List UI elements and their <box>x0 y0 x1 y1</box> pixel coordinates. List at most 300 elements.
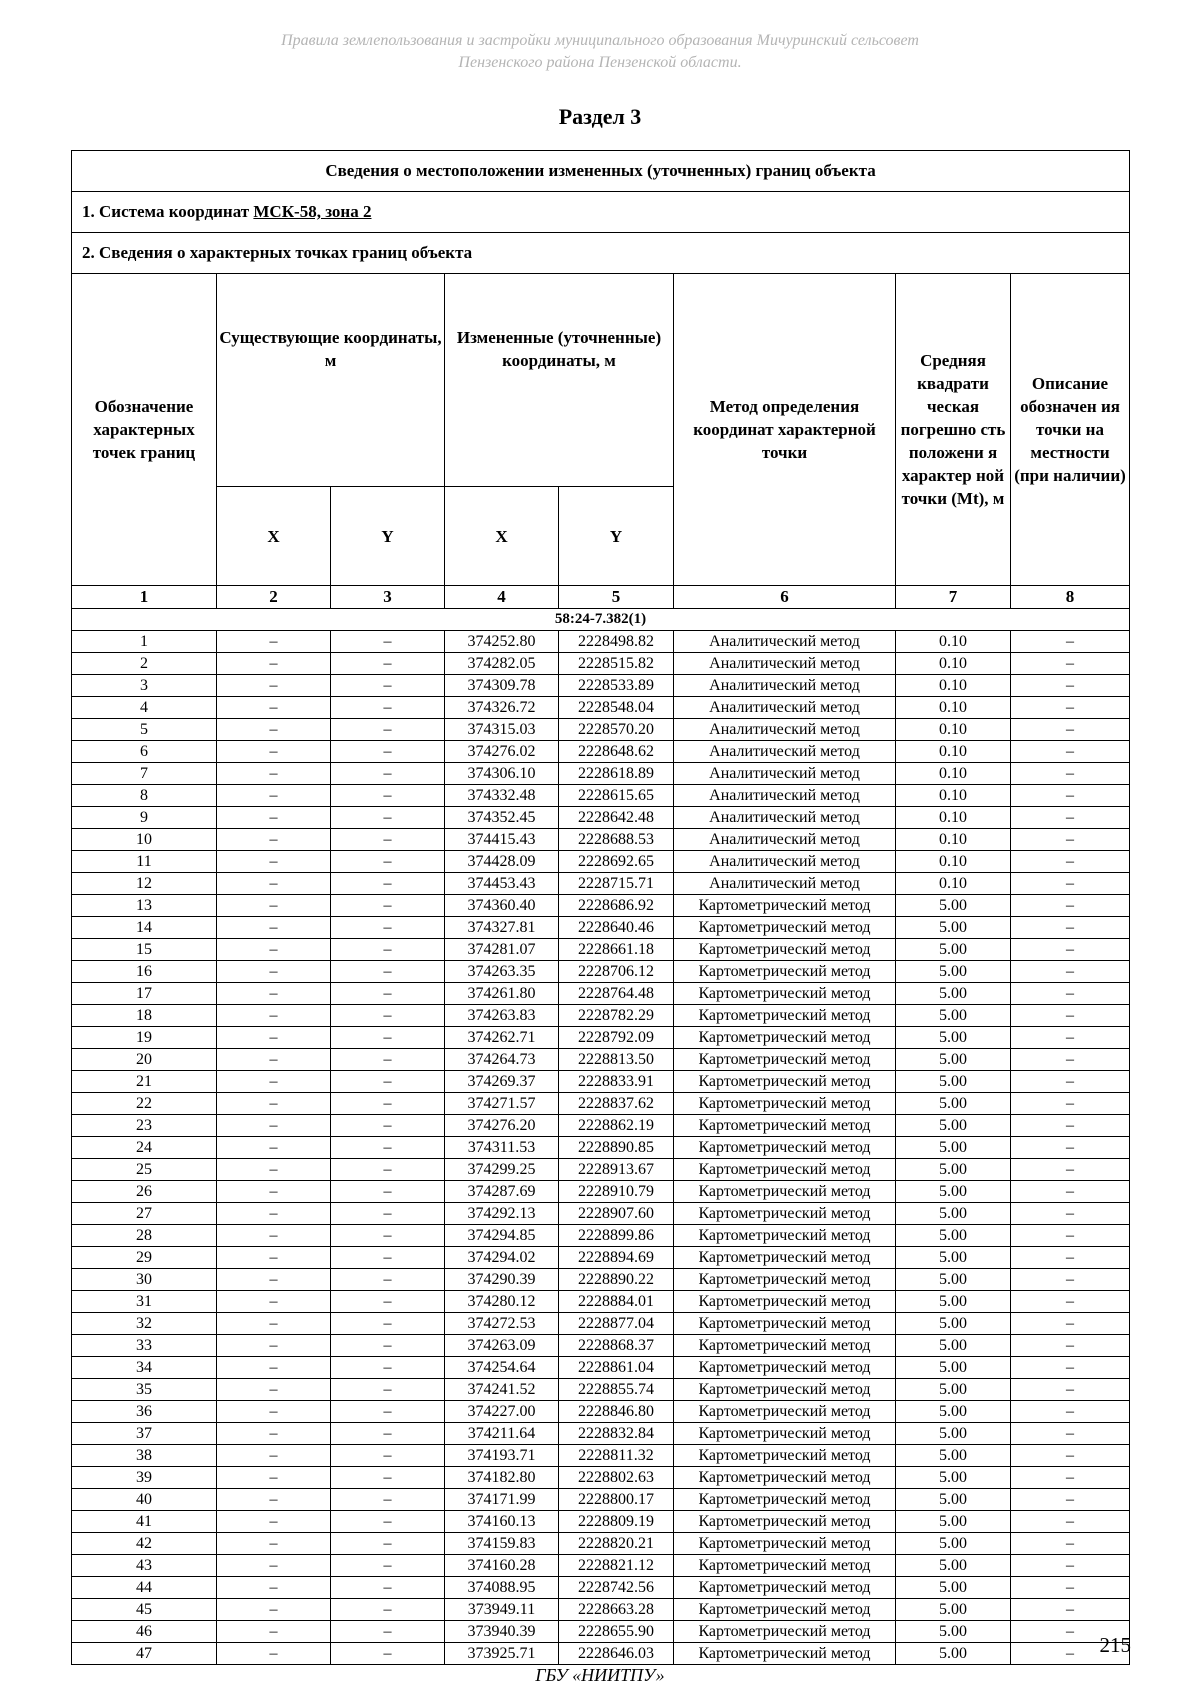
table-cell: 5.00 <box>896 1467 1011 1489</box>
table-cell: Картометрический метод <box>674 1291 896 1313</box>
table-cell: 0.10 <box>896 631 1011 653</box>
table-cell: – <box>331 939 445 961</box>
table-cell: Аналитический метод <box>674 851 896 873</box>
table-body <box>72 631 1130 1665</box>
table-cell: Аналитический метод <box>674 653 896 675</box>
table-cell: Аналитический метод <box>674 675 896 697</box>
table-cell: 2228498.82 <box>559 631 674 653</box>
table-cell: 374262.71 <box>445 1027 559 1049</box>
table-cell: 2228862.19 <box>559 1115 674 1137</box>
table-row <box>72 807 1130 829</box>
table-cell: – <box>217 1027 331 1049</box>
coordinate-system-row <box>72 192 1130 233</box>
table-cell: – <box>331 1159 445 1181</box>
table-cell: Картометрический метод <box>674 961 896 983</box>
table-cell: 30 <box>72 1269 217 1291</box>
table-cell: 24 <box>72 1137 217 1159</box>
table-cell: 2228894.69 <box>559 1247 674 1269</box>
table-cell: 5.00 <box>896 1643 1011 1665</box>
table-cell: – <box>217 939 331 961</box>
header-existing-y: Y <box>331 487 445 586</box>
table-cell: 5.00 <box>896 917 1011 939</box>
table-cell: – <box>1011 939 1130 961</box>
table-cell: 5.00 <box>896 1225 1011 1247</box>
table-cell: 28 <box>72 1225 217 1247</box>
table-cell: 2228615.65 <box>559 785 674 807</box>
table-cell: 21 <box>72 1071 217 1093</box>
table-cell: 32 <box>72 1313 217 1335</box>
table-row <box>72 1555 1130 1577</box>
table-cell: – <box>331 829 445 851</box>
column-number-row <box>72 586 1130 609</box>
table-cell: – <box>331 763 445 785</box>
table-cell: 2228742.56 <box>559 1577 674 1599</box>
table-cell: 374287.69 <box>445 1181 559 1203</box>
table-cell: – <box>331 1225 445 1247</box>
table-cell: – <box>217 1555 331 1577</box>
table-cell: – <box>1011 1137 1130 1159</box>
table-cell: – <box>331 1621 445 1643</box>
table-cell: 2228846.80 <box>559 1401 674 1423</box>
table-cell: 0.10 <box>896 653 1011 675</box>
table-cell: – <box>331 1181 445 1203</box>
table-cell: 5.00 <box>896 1269 1011 1291</box>
table-cell: 19 <box>72 1027 217 1049</box>
table-cell: – <box>1011 1291 1130 1313</box>
table-cell: – <box>331 1203 445 1225</box>
table-row <box>72 1533 1130 1555</box>
table-cell: 2228570.20 <box>559 719 674 741</box>
table-row <box>72 719 1130 741</box>
table-cell: 0.10 <box>896 675 1011 697</box>
table-cell: 16 <box>72 961 217 983</box>
table-row <box>72 1467 1130 1489</box>
table-cell: 2228884.01 <box>559 1291 674 1313</box>
table-cell: – <box>331 1467 445 1489</box>
table-cell: 2228821.12 <box>559 1555 674 1577</box>
table-cell: 5 <box>72 719 217 741</box>
table-cell: – <box>1011 1599 1130 1621</box>
section-title: Раздел 3 <box>558 104 642 129</box>
table-cell: Картометрический метод <box>674 1093 896 1115</box>
table-row <box>72 697 1130 719</box>
table-row <box>72 983 1130 1005</box>
table-cell: – <box>1011 917 1130 939</box>
table-cell: 374327.81 <box>445 917 559 939</box>
table-row <box>72 1511 1130 1533</box>
running-header-line-2: Пензенского района Пензенской области. <box>458 54 742 71</box>
table-cell: 6 <box>72 741 217 763</box>
table-cell: 374326.72 <box>445 697 559 719</box>
table-cell: 5.00 <box>896 1181 1011 1203</box>
table-cell: – <box>217 1269 331 1291</box>
header-method: Метод определения координат характерной точки <box>674 274 896 586</box>
table-cell: 2228877.04 <box>559 1313 674 1335</box>
table-cell: 2228899.86 <box>559 1225 674 1247</box>
table-cell: 2228811.32 <box>559 1445 674 1467</box>
table-cell: – <box>331 719 445 741</box>
table-cell: 5.00 <box>896 1599 1011 1621</box>
table-cell: – <box>331 1599 445 1621</box>
table-row <box>72 1225 1130 1247</box>
table-cell: – <box>1011 1423 1130 1445</box>
table-cell: 374088.95 <box>445 1577 559 1599</box>
table-cell: 2228706.12 <box>559 961 674 983</box>
table-cell: – <box>331 851 445 873</box>
column-number: 7 <box>896 586 1011 609</box>
table-cell: – <box>331 1511 445 1533</box>
table-cell: 2228663.28 <box>559 1599 674 1621</box>
table-row <box>72 1093 1130 1115</box>
table-cell: – <box>331 1291 445 1313</box>
table-cell: Картометрический метод <box>674 1511 896 1533</box>
table-cell: Картометрический метод <box>674 1401 896 1423</box>
table-cell: 5.00 <box>896 1401 1011 1423</box>
table-cell: – <box>1011 1643 1130 1665</box>
table-cell: Картометрический метод <box>674 1489 896 1511</box>
table-cell: 2228764.48 <box>559 983 674 1005</box>
table-cell: 2228907.60 <box>559 1203 674 1225</box>
table-row <box>72 1005 1130 1027</box>
table-cell: 7 <box>72 763 217 785</box>
table-cell: 0.10 <box>896 763 1011 785</box>
table-cell: 374294.02 <box>445 1247 559 1269</box>
table-cell: 2 <box>72 653 217 675</box>
table-cell: 18 <box>72 1005 217 1027</box>
table-cell: 374252.80 <box>445 631 559 653</box>
table-cell: 374269.37 <box>445 1071 559 1093</box>
table-cell: – <box>331 873 445 895</box>
table-row <box>72 763 1130 785</box>
table-cell: – <box>331 983 445 1005</box>
table-cell: – <box>217 1445 331 1467</box>
table-cell: Аналитический метод <box>674 763 896 785</box>
table-row <box>72 1071 1130 1093</box>
table-cell: – <box>1011 1027 1130 1049</box>
table-cell: – <box>1011 1335 1130 1357</box>
table-cell: 20 <box>72 1049 217 1071</box>
table-cell: 0.10 <box>896 719 1011 741</box>
table-row <box>72 873 1130 895</box>
table-cell: 5.00 <box>896 1489 1011 1511</box>
table-cell: 374193.71 <box>445 1445 559 1467</box>
table-cell: 374280.12 <box>445 1291 559 1313</box>
table-cell: 374306.10 <box>445 763 559 785</box>
table-cell: – <box>217 917 331 939</box>
table-row <box>72 1247 1130 1269</box>
table-cell: 13 <box>72 895 217 917</box>
table-cell: 5.00 <box>896 1159 1011 1181</box>
table-cell: 15 <box>72 939 217 961</box>
table-cell: Аналитический метод <box>674 873 896 895</box>
table-cell: Аналитический метод <box>674 631 896 653</box>
table-cell: 374182.80 <box>445 1467 559 1489</box>
table-cell: 374171.99 <box>445 1489 559 1511</box>
table-cell: – <box>217 1621 331 1643</box>
table-cell: 373925.71 <box>445 1643 559 1665</box>
table-cell: 2228800.17 <box>559 1489 674 1511</box>
table-cell: 374264.73 <box>445 1049 559 1071</box>
header-changed-coords: Измененные (уточненные) координаты, м <box>445 274 674 487</box>
table-cell: 2228515.82 <box>559 653 674 675</box>
table-cell: 374352.45 <box>445 807 559 829</box>
table-cell: – <box>331 1049 445 1071</box>
table-row <box>72 851 1130 873</box>
table-cell: 2228868.37 <box>559 1335 674 1357</box>
table-cell: – <box>1011 983 1130 1005</box>
table-row <box>72 675 1130 697</box>
table-cell: 374332.48 <box>445 785 559 807</box>
table-cell: – <box>331 1335 445 1357</box>
table-row <box>72 1291 1130 1313</box>
header-changed-y: Y <box>559 487 674 586</box>
table-cell: Картометрический метод <box>674 1115 896 1137</box>
table-cell: – <box>1011 1159 1130 1181</box>
table-cell: – <box>217 1379 331 1401</box>
table-cell: 374428.09 <box>445 851 559 873</box>
table-cell: 2228813.50 <box>559 1049 674 1071</box>
table-cell: 0.10 <box>896 851 1011 873</box>
table-cell: 2228833.91 <box>559 1071 674 1093</box>
table-cell: 2228618.89 <box>559 763 674 785</box>
table-cell: – <box>1011 763 1130 785</box>
table-cell: – <box>217 675 331 697</box>
table-cell: – <box>1011 1181 1130 1203</box>
table-cell: 2228837.62 <box>559 1093 674 1115</box>
table-cell: 0.10 <box>896 807 1011 829</box>
table-cell: Картометрический метод <box>674 1313 896 1335</box>
table-row <box>72 1489 1130 1511</box>
parcel-group-label: 58:24-7.382(1) <box>72 609 1130 631</box>
table-cell: – <box>1011 1577 1130 1599</box>
table-cell: Картометрический метод <box>674 1159 896 1181</box>
table-cell: 2228715.71 <box>559 873 674 895</box>
table-cell: Картометрический метод <box>674 1137 896 1159</box>
table-cell: 374415.43 <box>445 829 559 851</box>
table-row <box>72 1379 1130 1401</box>
table-cell: – <box>1011 851 1130 873</box>
table-cell: 2228792.09 <box>559 1027 674 1049</box>
table-cell: 374294.85 <box>445 1225 559 1247</box>
table-cell: – <box>331 653 445 675</box>
table-cell: 5.00 <box>896 1093 1011 1115</box>
table-cell: Картометрический метод <box>674 1049 896 1071</box>
table-cell: – <box>331 1071 445 1093</box>
table-cell: 2228913.67 <box>559 1159 674 1181</box>
table-cell: – <box>1011 719 1130 741</box>
table-cell: – <box>1011 1445 1130 1467</box>
table-cell: 45 <box>72 1599 217 1621</box>
table-cell: – <box>331 1379 445 1401</box>
table-row <box>72 1049 1130 1071</box>
table-cell: – <box>217 1423 331 1445</box>
table-cell: – <box>331 1423 445 1445</box>
boundary-points-table <box>71 150 1130 1665</box>
table-cell: – <box>1011 697 1130 719</box>
table-cell: – <box>217 1291 331 1313</box>
table-cell: 2228648.62 <box>559 741 674 763</box>
table-cell: 47 <box>72 1643 217 1665</box>
table-cell: 2228861.04 <box>559 1357 674 1379</box>
header-existing-x: X <box>217 487 331 586</box>
table-row <box>72 1401 1130 1423</box>
table-cell: 5.00 <box>896 1445 1011 1467</box>
table-cell: – <box>217 895 331 917</box>
table-cell: 33 <box>72 1335 217 1357</box>
table-cell: 2228548.04 <box>559 697 674 719</box>
table-cell: – <box>331 1357 445 1379</box>
table-cell: – <box>331 1643 445 1665</box>
table-cell: 374227.00 <box>445 1401 559 1423</box>
table-cell: Картометрический метод <box>674 895 896 917</box>
table-cell: 0.10 <box>896 873 1011 895</box>
table-cell: 44 <box>72 1577 217 1599</box>
table-cell: – <box>217 1225 331 1247</box>
table-cell: 8 <box>72 785 217 807</box>
table-cell: – <box>217 653 331 675</box>
table-cell: – <box>1011 1621 1130 1643</box>
page-number: 215 <box>1099 1633 1131 1657</box>
table-cell: 4 <box>72 697 217 719</box>
table-row <box>72 1577 1130 1599</box>
table-cell: 374276.02 <box>445 741 559 763</box>
table-cell: – <box>331 697 445 719</box>
table-cell: 374292.13 <box>445 1203 559 1225</box>
table-cell: – <box>331 1005 445 1027</box>
table-cell: 5.00 <box>896 961 1011 983</box>
table-cell: – <box>331 741 445 763</box>
table-cell: 2228809.19 <box>559 1511 674 1533</box>
column-number: 2 <box>217 586 331 609</box>
table-cell: – <box>217 1093 331 1115</box>
table-cell: 46 <box>72 1621 217 1643</box>
table-cell: – <box>331 1577 445 1599</box>
table-row <box>72 1643 1130 1665</box>
table-cell: 5.00 <box>896 1005 1011 1027</box>
table-cell: 2228642.48 <box>559 807 674 829</box>
table-row <box>72 1115 1130 1137</box>
table-cell: Картометрический метод <box>674 939 896 961</box>
table-cell: – <box>217 829 331 851</box>
table-cell: 5.00 <box>896 1533 1011 1555</box>
table-cell: 5.00 <box>896 1115 1011 1137</box>
table-cell: 5.00 <box>896 1577 1011 1599</box>
table-cell: 5.00 <box>896 1511 1011 1533</box>
table-cell: 27 <box>72 1203 217 1225</box>
table-cell: – <box>1011 1225 1130 1247</box>
table-cell: 2228820.21 <box>559 1533 674 1555</box>
table-cell: 5.00 <box>896 1555 1011 1577</box>
header-existing-coords: Существующие координаты, м <box>217 274 445 487</box>
table-cell: – <box>331 675 445 697</box>
table-cell: 0.10 <box>896 741 1011 763</box>
table-row <box>72 1269 1130 1291</box>
table-cell: 374290.39 <box>445 1269 559 1291</box>
table-cell: 0.10 <box>896 697 1011 719</box>
table-cell: – <box>217 741 331 763</box>
table-cell: 2228890.85 <box>559 1137 674 1159</box>
table-cell: Картометрический метод <box>674 1203 896 1225</box>
table-cell: – <box>331 1533 445 1555</box>
table-cell: Картометрический метод <box>674 1005 896 1027</box>
table-cell: – <box>217 1247 331 1269</box>
table-cell: – <box>217 1313 331 1335</box>
table-cell: – <box>1011 1313 1130 1335</box>
table-cell: 374263.83 <box>445 1005 559 1027</box>
table-cell: 5.00 <box>896 1247 1011 1269</box>
table-cell: – <box>217 1577 331 1599</box>
table-cell: – <box>331 1269 445 1291</box>
table-cell: – <box>1011 1511 1130 1533</box>
table-cell: Аналитический метод <box>674 785 896 807</box>
table-row <box>72 961 1130 983</box>
table-cell: – <box>217 1357 331 1379</box>
header-mean-error: Средняя квадрати ческая погрешно сть положени я характер ной точки (Mt), м <box>896 274 1011 586</box>
table-cell: 374272.53 <box>445 1313 559 1335</box>
table-cell: 2228890.22 <box>559 1269 674 1291</box>
table-cell: Картометрический метод <box>674 1027 896 1049</box>
table-cell: 2228661.18 <box>559 939 674 961</box>
table-cell: 374299.25 <box>445 1159 559 1181</box>
table-cell: 17 <box>72 983 217 1005</box>
table-cell: – <box>217 1401 331 1423</box>
table-cell: Картометрический метод <box>674 1555 896 1577</box>
table-cell: – <box>217 1599 331 1621</box>
table-cell: 374160.13 <box>445 1511 559 1533</box>
table-cell: 2228686.92 <box>559 895 674 917</box>
running-header-line-1: Правила землепользования и застройки муниципального образования Мичуринский сельсовет <box>281 32 919 49</box>
table-cell: – <box>217 873 331 895</box>
table-cell: – <box>217 1511 331 1533</box>
table-cell: Картометрический метод <box>674 1225 896 1247</box>
table-cell: – <box>331 1489 445 1511</box>
table-row <box>72 1137 1130 1159</box>
table-cell: 5.00 <box>896 1049 1011 1071</box>
table-row <box>72 1423 1130 1445</box>
table-cell: Аналитический метод <box>674 741 896 763</box>
table-row <box>72 1445 1130 1467</box>
table-cell: 5.00 <box>896 895 1011 917</box>
table-cell: – <box>331 1313 445 1335</box>
table-cell: – <box>331 807 445 829</box>
table-cell: 5.00 <box>896 1379 1011 1401</box>
table-cell: – <box>331 1401 445 1423</box>
table-cell: Картометрический метод <box>674 1247 896 1269</box>
table-cell: 23 <box>72 1115 217 1137</box>
table-cell: – <box>1011 961 1130 983</box>
table-cell: 373949.11 <box>445 1599 559 1621</box>
table-cell: – <box>1011 675 1130 697</box>
table-cell: 374159.83 <box>445 1533 559 1555</box>
table-cell: 26 <box>72 1181 217 1203</box>
table-cell: – <box>217 1159 331 1181</box>
table-row <box>72 1621 1130 1643</box>
table-cell: 5.00 <box>896 1203 1011 1225</box>
table-cell: Картометрический метод <box>674 1533 896 1555</box>
table-row <box>72 653 1130 675</box>
column-number: 5 <box>559 586 674 609</box>
table-cell: 14 <box>72 917 217 939</box>
table-row <box>72 1027 1130 1049</box>
table-cell: – <box>1011 1203 1130 1225</box>
table-cell: – <box>1011 1071 1130 1093</box>
table-cell: 374311.53 <box>445 1137 559 1159</box>
table-cell: 25 <box>72 1159 217 1181</box>
coordinate-system-value: МСК-58, зона 2 <box>253 202 372 221</box>
table-cell: – <box>1011 1115 1130 1137</box>
table-cell: Аналитический метод <box>674 697 896 719</box>
table-cell: 2228832.84 <box>559 1423 674 1445</box>
